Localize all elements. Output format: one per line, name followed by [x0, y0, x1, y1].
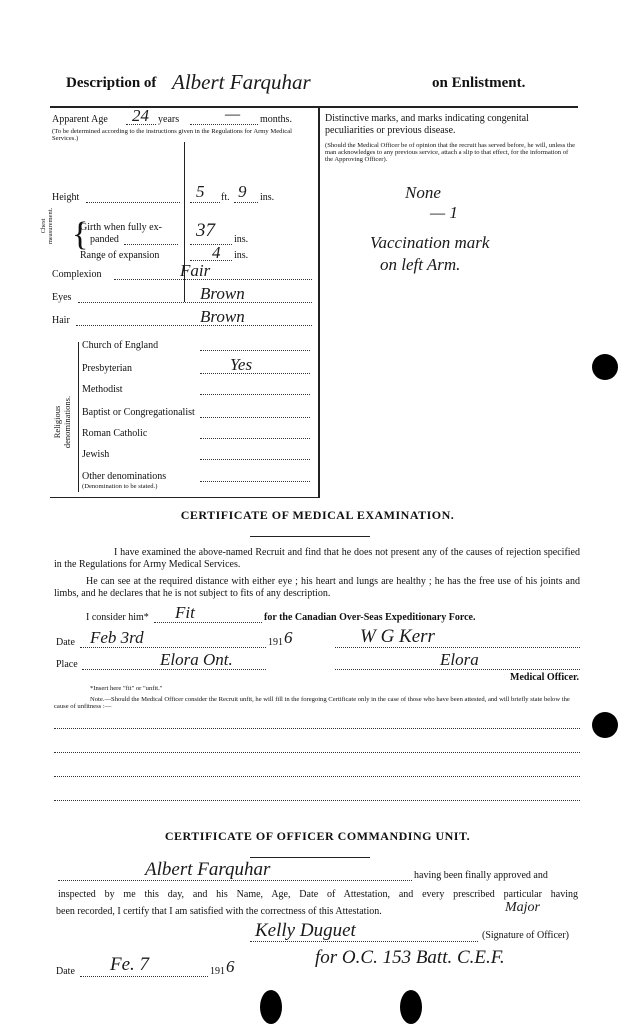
height-label: Height	[52, 192, 80, 203]
age-note: (To be determined according to the instructions given in the Regulations for Army Medical Services.)	[52, 128, 292, 142]
religion-item-line	[200, 373, 310, 374]
distinctive-marks-note: (Should the Medical Officer be of opinion that the recruit has served before, he will, unless the man acknowledges to any previous service, attach a slip to that effect, for the information of the Approving Officer).	[325, 142, 575, 163]
medical-para-1: I have examined the above-named Recruit and find that he does not present any of the causes of rejection specified in the Regulations for Army Medical Services.	[54, 547, 580, 570]
religion-bracket	[78, 342, 79, 492]
religion-item-line	[200, 481, 310, 482]
punch-hole	[400, 990, 422, 1024]
commanding-year-digit: 6	[226, 957, 235, 976]
age-label: Apparent Age	[52, 114, 108, 125]
officer-unit: for O.C. 153 Batt. C.E.F.	[315, 947, 505, 968]
unfitness-line	[54, 800, 580, 801]
height-inches: 9	[238, 182, 247, 201]
girth-ins-label: ins.	[234, 234, 249, 245]
commanding-officer-signature: Kelly Duguet	[255, 920, 356, 941]
commanding-cert-heading: CERTIFICATE OF OFFICER COMMANDING UNIT.	[164, 829, 471, 843]
commanding-line-2: inspected by me this day, and his Name, Age, Date of Attestation, and every prescribed particular having	[58, 889, 578, 900]
punch-hole	[592, 712, 618, 738]
medical-cert-heading: CERTIFICATE OF MEDICAL EXAMINATION.	[180, 508, 455, 522]
hair-line	[76, 325, 312, 326]
exam-date: Feb 3rd	[90, 628, 144, 647]
marks-line-2: — 1	[430, 203, 458, 222]
height-inches-line	[234, 202, 258, 203]
religion-item-line	[200, 459, 310, 460]
date-label: Date	[56, 637, 75, 648]
months-label: months.	[260, 114, 292, 125]
religion-item-label: Roman Catholic	[82, 428, 148, 439]
exam-year-prefix: 191	[268, 637, 283, 648]
commanding-date-line	[80, 976, 208, 977]
religion-item-value: Yes	[230, 355, 253, 374]
age-value: 24	[132, 106, 149, 125]
commanding-year-prefix: 191	[210, 966, 225, 977]
table-bottom-rule	[50, 497, 320, 498]
religion-item-label: Church of England	[82, 340, 159, 351]
exam-year-digit: 6	[284, 628, 293, 647]
heading-rule	[250, 857, 370, 858]
hair-label: Hair	[52, 315, 70, 326]
place-label: Place	[56, 659, 78, 670]
girth-line	[190, 244, 232, 245]
marks-line-1: None	[405, 183, 441, 202]
height-feet: 5	[196, 182, 205, 201]
eyes-label: Eyes	[52, 292, 72, 303]
hair-value: Brown	[200, 307, 245, 326]
complexion-line	[114, 279, 312, 280]
recruit-name: Albert Farquhar	[172, 70, 311, 94]
height-feet-line	[190, 202, 220, 203]
chest-brace: {	[72, 216, 89, 253]
range-label: Range of expansion	[80, 250, 160, 261]
months-line	[190, 124, 258, 125]
commanding-signature-line	[250, 941, 478, 942]
religion-item-line	[200, 350, 310, 351]
height-line	[86, 202, 180, 203]
religion-item-line	[200, 417, 310, 418]
consider-label: I consider him*	[86, 612, 149, 623]
religion-item-line	[200, 438, 310, 439]
girth-value: 37	[196, 220, 215, 241]
religion-item-label: Presbyterian	[82, 363, 132, 374]
unfitness-line	[54, 776, 580, 777]
religion-item-label: Jewish	[82, 449, 110, 460]
girth-label-1: Girth when fully ex-	[80, 222, 162, 233]
marks-line-3: Vaccination mark	[370, 233, 490, 252]
officer-rank: Major	[505, 900, 540, 915]
signature-place: Elora	[440, 650, 479, 669]
years-label: years	[158, 114, 180, 125]
ft-label: ft.	[221, 192, 230, 203]
commanding-line-1: having been finally approved and	[414, 870, 548, 881]
signature-of-officer-label: (Signature of Officer)	[482, 930, 570, 941]
unfit-note: Note.—Should the Medical Officer consider the Recruit unfit, he will fill in the foregoing Certificate only in the case of those who have been attested, and will briefly state below the cause of unfitness :—	[54, 696, 570, 710]
unfitness-line	[54, 752, 580, 753]
commanding-line-3: been recorded, I certify that I am satisfied with the correctness of this Attestation.	[56, 906, 382, 917]
header-rule	[50, 106, 578, 108]
consider-suffix: for the Canadian Over-Seas Expeditionary Force.	[264, 612, 476, 623]
exam-place: Elora Ont.	[160, 650, 233, 669]
title-suffix: on Enlistment.	[432, 75, 526, 91]
religion-item-label: Other denominations	[82, 471, 167, 482]
commanding-name-line	[58, 880, 412, 881]
heading-rule	[250, 536, 370, 537]
medical-para-2: He can see at the required distance with either eye ; his heart and lungs are healthy ; he has the free use of his joints and limbs, and he declares that he is not subject to fits of any description.	[54, 576, 580, 599]
range-ins-label: ins.	[234, 250, 249, 261]
religion-label: Religious denominations.	[52, 395, 72, 449]
fitness-line	[154, 622, 262, 623]
medical-officer-label: Medical Officer.	[510, 672, 580, 683]
marks-line-4: on left Arm.	[380, 255, 461, 274]
other-denomination-note: (Denomination to be stated.)	[82, 483, 158, 490]
religion-item-line	[200, 394, 310, 395]
medical-signature-line	[335, 647, 580, 648]
column-divider	[318, 106, 320, 498]
fitness-value: Fit	[175, 603, 195, 622]
commanding-recruit-name: Albert Farquhar	[145, 859, 271, 880]
range-value: 4	[212, 243, 221, 262]
months-value: —	[225, 104, 241, 123]
religion-item-label: Baptist or Congregationalist	[82, 407, 195, 418]
commanding-date-label: Date	[56, 966, 75, 977]
complexion-value: Fair	[180, 261, 211, 280]
unfitness-line	[54, 728, 580, 729]
title-prefix: Description of	[66, 75, 157, 91]
complexion-label: Complexion	[52, 269, 102, 280]
insert-note: *Insert here "fit" or "unfit."	[90, 685, 163, 692]
commanding-date: Fe. 7	[110, 954, 150, 975]
distinctive-marks-heading: Distinctive marks, and marks indicating congenital peculiarities or previous disease.	[325, 113, 529, 136]
girth-label-2: panded	[90, 234, 119, 245]
eyes-value: Brown	[200, 284, 245, 303]
eyes-line	[78, 302, 312, 303]
punch-hole	[260, 990, 282, 1024]
chest-label: Chest measurement.	[40, 207, 54, 245]
religion-item-label: Methodist	[82, 384, 123, 395]
ins-label: ins.	[260, 192, 275, 203]
girth-label-line	[124, 244, 178, 245]
punch-hole	[592, 354, 618, 380]
medical-officer-signature: W G Kerr	[360, 626, 435, 647]
